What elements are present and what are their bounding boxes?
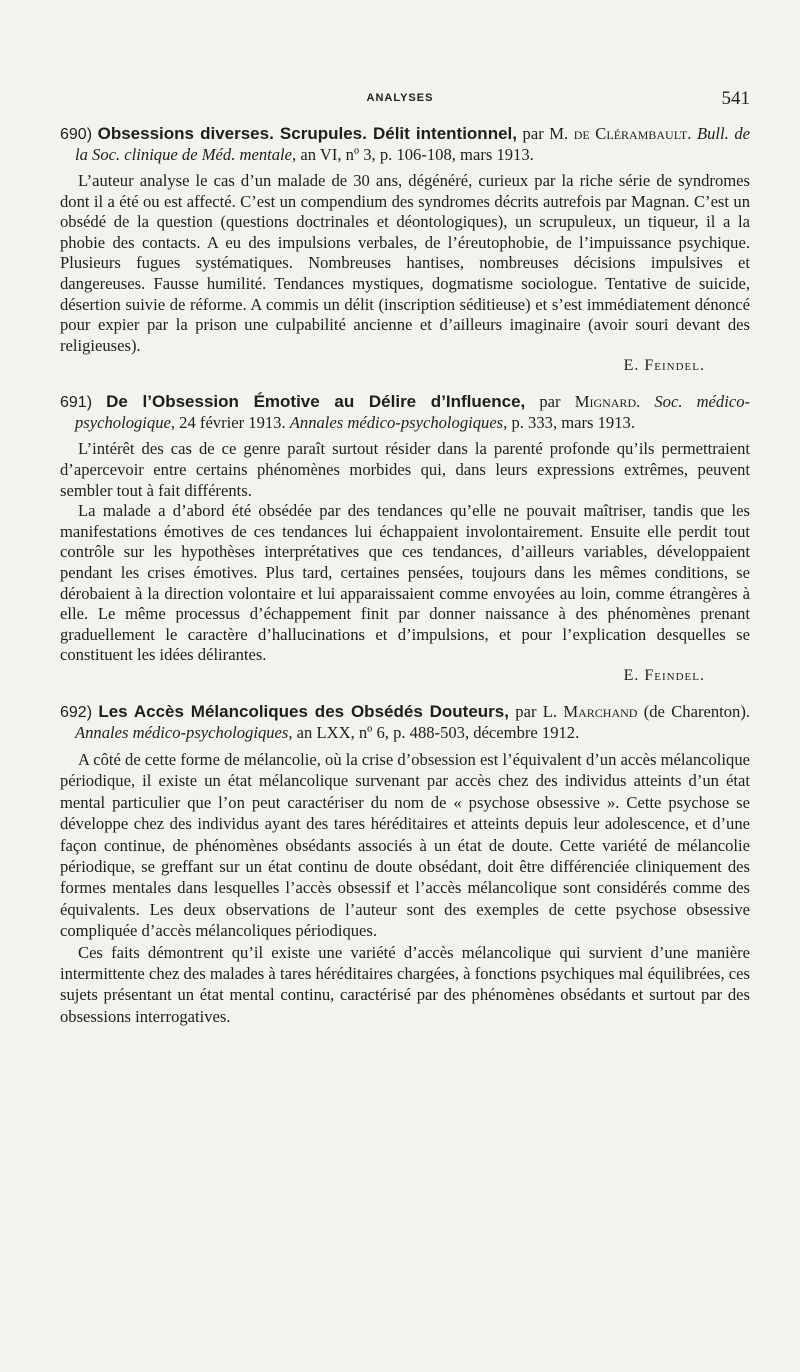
page-number: 541	[721, 88, 750, 109]
author-name: Marchand	[563, 701, 638, 721]
source-title: Annales médico-psychologiques,	[75, 722, 293, 742]
author-name: Mignard.	[574, 392, 641, 412]
reviewer-signature: E. Feindel.	[623, 357, 705, 375]
author-name: de Clérambault.	[573, 124, 692, 143]
source-details: an LXX, nº 6, p. 488-503, décembre 1912.	[296, 722, 580, 742]
entry-number: 692)	[60, 703, 93, 721]
source-title-b: Annales médico-psychologiques,	[289, 413, 508, 433]
abstract-paragraph: Ces faits démontrent qu’il existe une variété d’accès mélancolique qui survient d’une manière intermittente chez des malades à tares héréditaires chargées, à fonctions psychiques mal équilibrées, ces sujets présentant un état mental continu, caractérisé par des phénomènes obsédants et surtout par des obsessions interrogatives.	[60, 942, 750, 1026]
page-content	[60, 124, 750, 1043]
source-details: an VI, nº 3, p. 106-108, mars 1913.	[300, 145, 534, 164]
author-affiliation: (de Charenton).	[643, 701, 751, 721]
entry-heading	[60, 702, 750, 743]
reviewer-signature: E. Feindel.	[623, 666, 705, 684]
abstract-paragraph: L’intérêt des cas de ce genre paraît surtout résider dans la parenté profonde qu’ils permettraient d’apercevoir entre certains phénomènes morbides qui, dans leurs expressions extrêmes, peuvent sembler tout à fait différents.	[60, 439, 750, 500]
source-details: 24 février 1913.	[179, 413, 286, 433]
entry-title: Obsessions diverses. Scrupules. Délit intentionnel,	[97, 124, 517, 143]
entry-title: De l’Obsession Émotive au Délire d’Influence,	[106, 392, 526, 412]
entry-690	[60, 124, 750, 376]
author-prefix: par L.	[515, 701, 558, 721]
entry-number: 690)	[60, 126, 93, 143]
source-details-b: p. 333, mars 1913.	[511, 413, 635, 433]
entry-heading	[60, 124, 750, 165]
abstract-paragraph: La malade a d’abord été obsédée par des tendances qu’elle ne pouvait maîtriser, tandis que les manifestations émotives de ces tendances lui échappaient involontairement. Ensuite elle perdit tout contrôle sur les hypothèses interprétatives que ces tendances, d’ailleurs variables, développaient pendant les crises émotives. Plus tard, certaines pensées, toujours dans les mêmes conditions, se dérobaient à la direction volontaire et lui apparaissaient comme envoyées au loin, comme étrangères à elle. Le même processus d’échappement finit par donner naissance à des phénomènes prenant graduellement le caractère d’hallucinations et d’impulsions, et pour l’explication desquelles se constituent les idées délirantes.	[60, 501, 750, 665]
source-title: Soc. médico-psychologique,	[75, 392, 751, 433]
source-title: Bull. de la Soc. clinique de Méd. mentale,	[75, 124, 750, 164]
entry-title: Les Accès Mélancoliques des Obsédés Douteurs,	[98, 701, 509, 721]
entry-691	[60, 392, 750, 686]
author-prefix: par M.	[522, 124, 569, 143]
entry-number: 691)	[60, 394, 93, 412]
abstract-paragraph: A côté de cette forme de mélancolie, où la crise d’obsession est l’équivalent d’un accès mélancolique périodique, il existe un état mélancolique survenant par accès chez des individus atteints d’un état mental particulier que l’on peut caractériser du nom de « psychose obsessive ». Cette psychose se développe chez des individus ayant des tares héréditaires et atteints depuis leur adolescence, et d’une façon continue, de phénomènes obsédants associés à un état de doute. Cette variété de mélancolie périodique, se greffant sur un état continu de doute obsédant, doit être différenciée cliniquement des formes mentales dans lesquelles l’accès obsessif et l’accès mélancolique sont considérés comme des équivalents. Les deux observations de l’auteur sont des exemples de cette psychose obsessive compliquée d’accès mélancoliques périodiques.	[60, 749, 750, 941]
running-title: ANALYSES	[366, 92, 434, 104]
entry-692	[60, 702, 750, 1027]
author-prefix: par	[539, 392, 561, 412]
abstract-paragraph: L’auteur analyse le cas d’un malade de 30 ans, dégénéré, curieux par la riche série de syndromes dont il a été ou est affecté. C’est un compendium des syndromes décrits autrefois par Magnan. C’est un obsédé de la question (questions doctrinales et déontologiques), un scrupuleux, un tiqueur, il a la phobie des contacts. A eu des impulsions verbales, de l’éreutophobie, de l’impuissance psychique. Plusieurs fugues systématiques. Nombreuses hantises, nombreuses décisions impulsives et dangereuses. Fausse humilité. Tendances mystiques, dogmatisme sociologue. Tentative de suicide, désertion suivie de réforme. A commis un délit (inscription séditieuse) et s’est immédiatement dénoncé pour expier par la prison une culpabilité ancienne et d’ailleurs imaginaire (avoir souri devant des religieuses).	[60, 171, 750, 355]
entry-heading	[60, 392, 750, 433]
page-header	[0, 88, 800, 116]
